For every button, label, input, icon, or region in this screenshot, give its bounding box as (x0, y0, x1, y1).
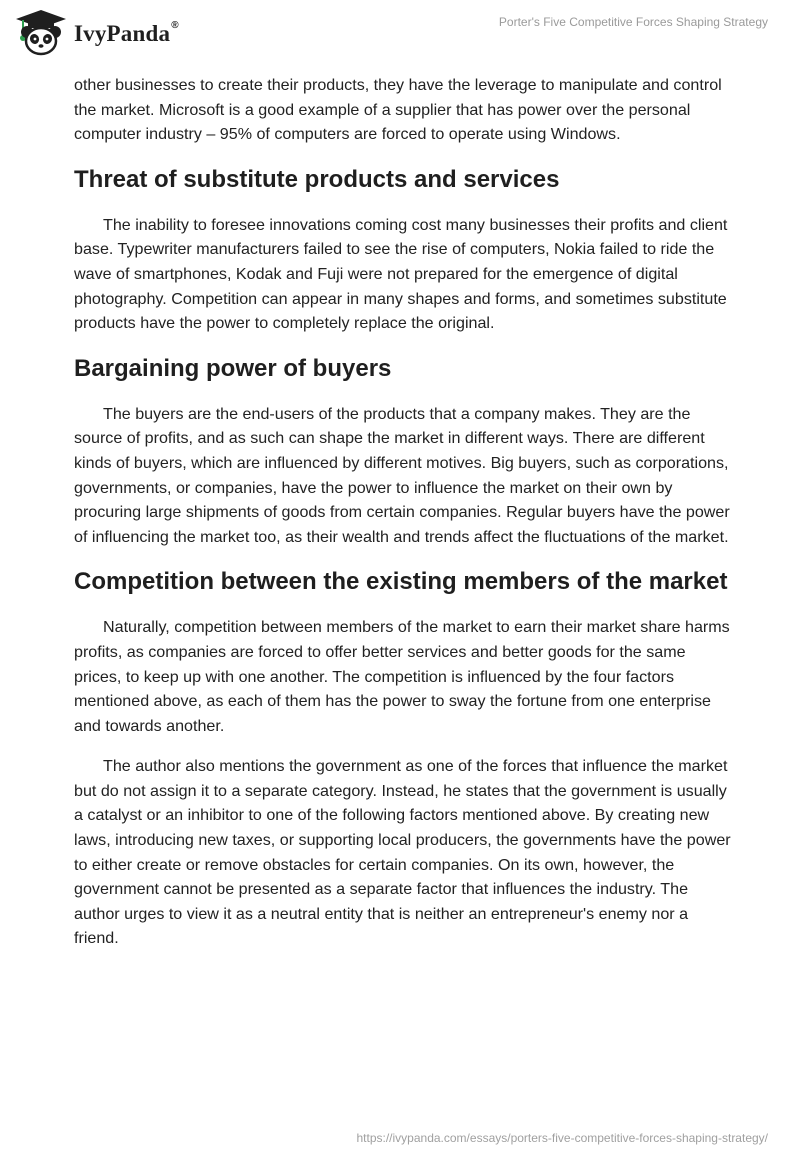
ivypanda-logo[interactable] (14, 8, 179, 58)
heading-threat-of-substitutes: Threat of substitute products and services (74, 165, 560, 193)
heading-competition-existing-members: Competition between the existing members of the market (74, 568, 728, 596)
registered-mark: ® (171, 20, 179, 32)
document-title: Porter's Five Competitive Forces Shaping Strategy (498, 15, 768, 29)
essay-body (74, 73, 734, 967)
page-header (0, 0, 800, 70)
logo-wordmark: IvyPanda® (74, 20, 179, 46)
paragraph-substitutes: The inability to foresee innovations coming cost many businesses their profits and client base. Typewriter manufacturers failed to see the rise of computers, Nokia failed to ride the wave of smartphones, Kodak and Fuji were not prepared for the emergence of digital photography. Competition can appear in many shapes and forms, and sometimes substitute products have the power to completely replace the original. (74, 215, 728, 333)
source-url[interactable]: https://ivypanda.com/essays/porters-five-competitive-forces-shaping-strategy/ (356, 1131, 768, 1145)
panda-graduate-icon (14, 8, 68, 58)
paragraph-competition: Naturally, competition between members of the market to earn their market share harms profits, as companies are forced to offer better services and better goods for the same prices, to keep up with one another. The competition is influenced by the four factors mentioned above, as each of them has the power to sway the fortune from one enterprise and towards another. (74, 618, 730, 735)
intro-continuation-paragraph: other businesses to create their products, they have the leverage to manipulate and control the market. Microsoft is a good example of a supplier that has power over the personal computer industry – 95% of computers are forced to operate using Windows. (74, 76, 722, 144)
paragraph-government: The author also mentions the government as one of the forces that influence the market but do not assign it to a separate category. Instead, he states that the government is usually a catalyst or an inhibitor to one of the following factors mentioned above. By creating new laws, introducing new taxes, or supporting local producers, the governments have the power to either create or remove obstacles for certain companies. On its own, however, the government cannot be presented as a separate factor that influences the industry. The author urges to view it as a neutral entity that is neither an entrepreneur's enemy nor a friend. (74, 757, 731, 948)
heading-bargaining-power-buyers: Bargaining power of buyers (74, 354, 392, 382)
paragraph-buyers: The buyers are the end-users of the products that a company makes. They are the source of profits, and as such can shape the market in different ways. There are different kinds of buyers, which are influenced by different motives. Big buyers, such as corporations, governments, or companies, have the power to influence the market on their own by procuring large shipments of goods from certain companies. Regular buyers have the power of influencing the market too, as their wealth and trends affect the fluctuations of the market. (74, 404, 730, 546)
